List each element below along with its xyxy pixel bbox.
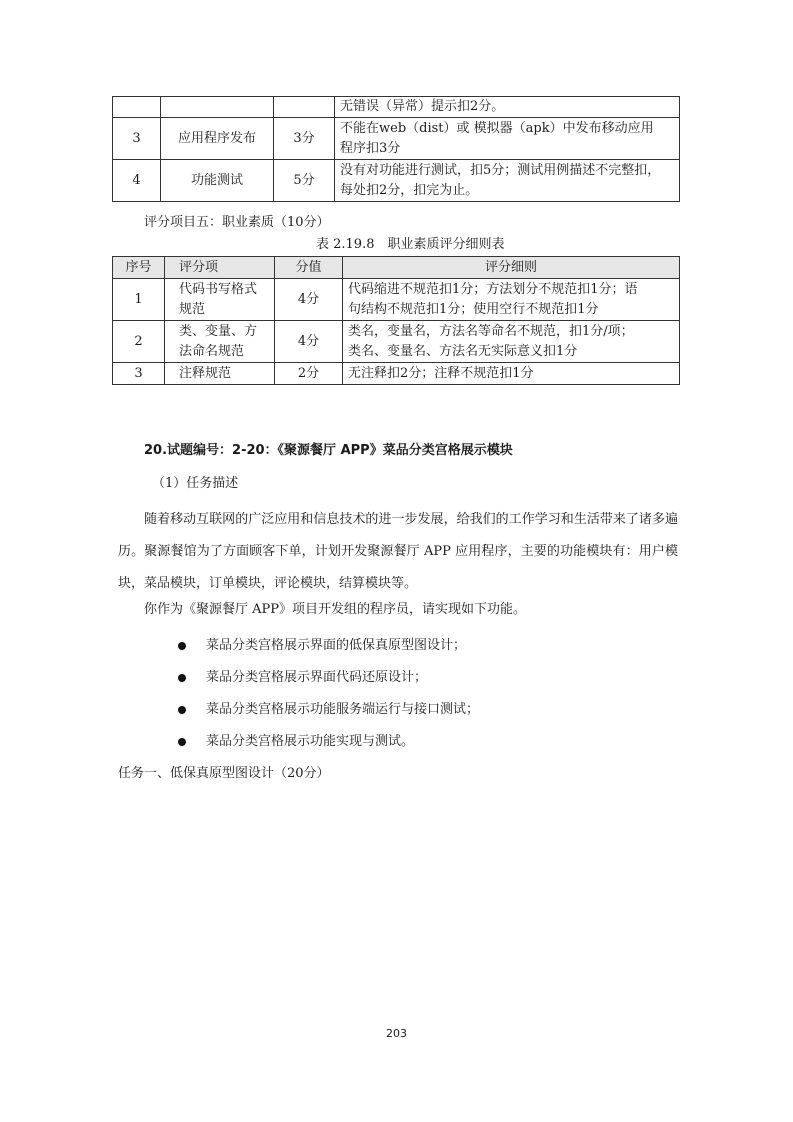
section-label: 评分项目五：职业素质（10分） — [144, 215, 330, 230]
scoring-table-continued — [112, 96, 680, 202]
table-row — [113, 160, 680, 202]
row-score: 5分 — [274, 160, 335, 202]
bullet-icon — [178, 674, 186, 682]
header-detail: 评分细则 — [343, 257, 680, 279]
intro-paragraph: 随着移动互联网的广泛应用和信息技术的进一步发展，给我们的工作学习和生活带来了诸多遍历。聚源餐馆为了方面顾客下单，计划开发聚源餐厅 APP 应用程序，主要的功能模块有：用户模块，菜品模块，订单模块，评论模块，结算模块等。 — [118, 512, 678, 591]
row-score — [274, 97, 335, 118]
list-item: 菜品分类宫格展示界面代码还原设计； — [178, 662, 479, 694]
row-item: 注释规范 — [165, 363, 275, 385]
bullet-icon — [178, 738, 186, 746]
row-item — [161, 97, 274, 118]
question-heading: 20.试题编号：2-20：《聚源餐厅 APP》菜品分类宫格展示模块 — [144, 443, 513, 458]
row-detail: 代码缩进不规范扣1分；方法划分不规范扣1分；语 句结构不规范扣1分；使用空行不规范扣1分 — [343, 279, 680, 321]
requirement-list — [178, 630, 479, 758]
list-item: 菜品分类宫格展示功能服务端运行与接口测试； — [178, 694, 479, 726]
bullet-icon — [178, 706, 186, 714]
role-paragraph: 你作为《聚源餐厅 APP》项目开发组的程序员，请实现如下功能。 — [144, 602, 527, 617]
task-description-heading: （1）任务描述 — [152, 476, 239, 491]
table-header-row — [113, 257, 680, 279]
row-score: 4分 — [275, 279, 343, 321]
list-item: 菜品分类宫格展示功能实现与测试。 — [178, 726, 479, 758]
row-number — [113, 97, 161, 118]
row-number: 3 — [113, 118, 161, 160]
row-number: 2 — [113, 321, 165, 363]
bullet-icon — [178, 642, 186, 650]
row-detail: 不能在web（dist）或 模拟器（apk）中发布移动应用 程序扣3分 — [335, 118, 680, 160]
row-item: 功能测试 — [161, 160, 274, 202]
row-number: 1 — [113, 279, 165, 321]
page-number: 203 — [386, 1027, 407, 1040]
table-row — [113, 363, 680, 385]
row-number: 3 — [113, 363, 165, 385]
table-caption: 表 2.19.8 职业素质评分细则表 — [316, 237, 505, 252]
row-detail: 类名，变量名，方法名等命名不规范，扣1分/项； 类名、变量名、方法名无实际意义扣1分 — [343, 321, 680, 363]
header-item: 评分项 — [165, 257, 275, 279]
professional-quality-table — [112, 256, 680, 385]
task-one-heading: 任务一、低保真原型图设计（20分） — [118, 766, 330, 781]
row-item: 类、变量、方 法命名规范 — [165, 321, 275, 363]
row-detail: 无错误（异常）提示扣2分。 — [335, 97, 680, 118]
table-row — [113, 97, 680, 118]
row-score: 3分 — [274, 118, 335, 160]
row-number: 4 — [113, 160, 161, 202]
row-item: 应用程序发布 — [161, 118, 274, 160]
header-number: 序号 — [113, 257, 165, 279]
header-score: 分值 — [275, 257, 343, 279]
row-item: 代码书写格式 规范 — [165, 279, 275, 321]
row-detail: 没有对功能进行测试，扣5分；测试用例描述不完整扣， 每处扣2分，扣完为止。 — [335, 160, 680, 202]
table-row — [113, 118, 680, 160]
table-row — [113, 279, 680, 321]
row-detail: 无注释扣2分；注释不规范扣1分 — [343, 363, 680, 385]
row-score: 4分 — [275, 321, 343, 363]
list-item: 菜品分类宫格展示界面的低保真原型图设计； — [178, 630, 479, 662]
row-score: 2分 — [275, 363, 343, 385]
table-row — [113, 321, 680, 363]
